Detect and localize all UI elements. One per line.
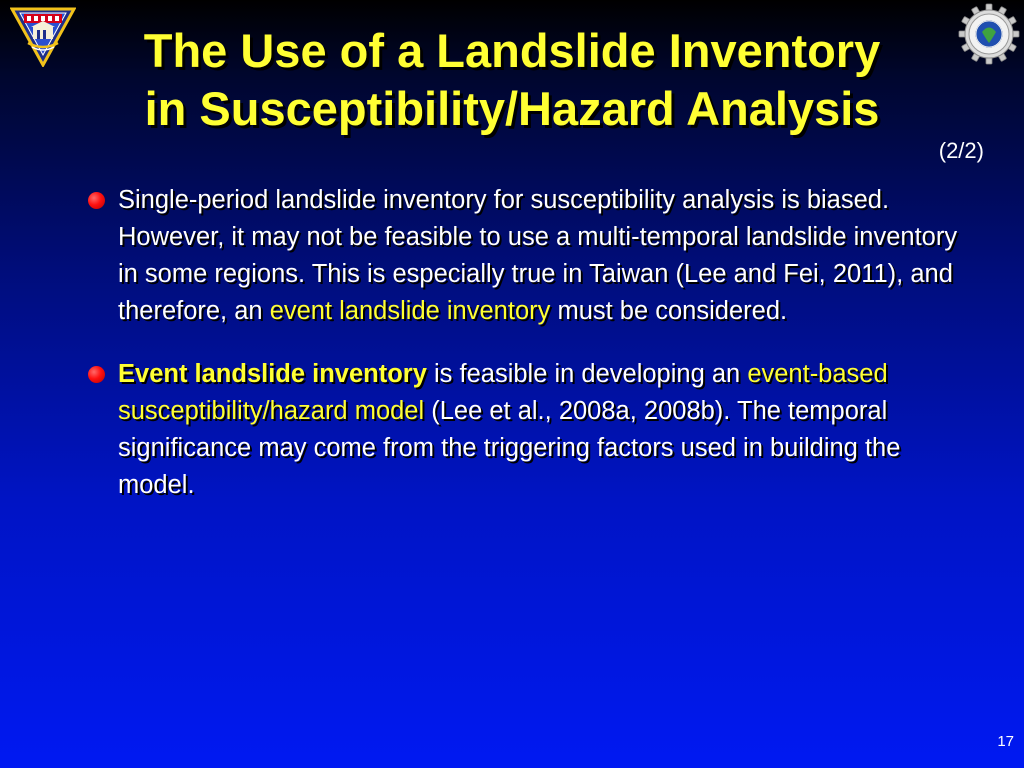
title-line-1: The Use of a Landslide Inventory [143,24,881,77]
bullet-1-highlight: event landslide inventory [269,297,551,325]
slide-title [0,22,1024,138]
bullet-list [86,182,966,530]
bullet-2-highlight-2: event-based susceptibility/hazard model [118,360,888,425]
bullet-1-text-part2: must be considered. [550,297,788,325]
bullet-dot-icon [88,192,105,209]
title-line-2: in Susceptibility/Hazard Analysis [144,82,880,135]
bullet-item-2 [86,356,966,504]
part-indicator: (2/2) [938,138,984,163]
bullet-dot-icon [88,366,105,383]
bullet-1-text-part1: Single-period landslide inventory for susceptibility analysis is biased. However, it may not be feasible to use a multi-temporal landslide inventory in some regions. This is especially true in Taiwan (Lee and Fei, 2011), and therefore, an [118,186,958,325]
bullet-2-highlight-1: Event landslide inventory [118,360,427,388]
page-number: 17 [997,733,1014,750]
bullet-item-1 [86,182,966,330]
bullet-2-text-part1: is feasible in developing an [426,360,748,388]
bullet-2-text-part2: (Lee et al., 2008a, 2008b). The temporal significance may come from the triggering factors used in building the model. [118,397,901,499]
